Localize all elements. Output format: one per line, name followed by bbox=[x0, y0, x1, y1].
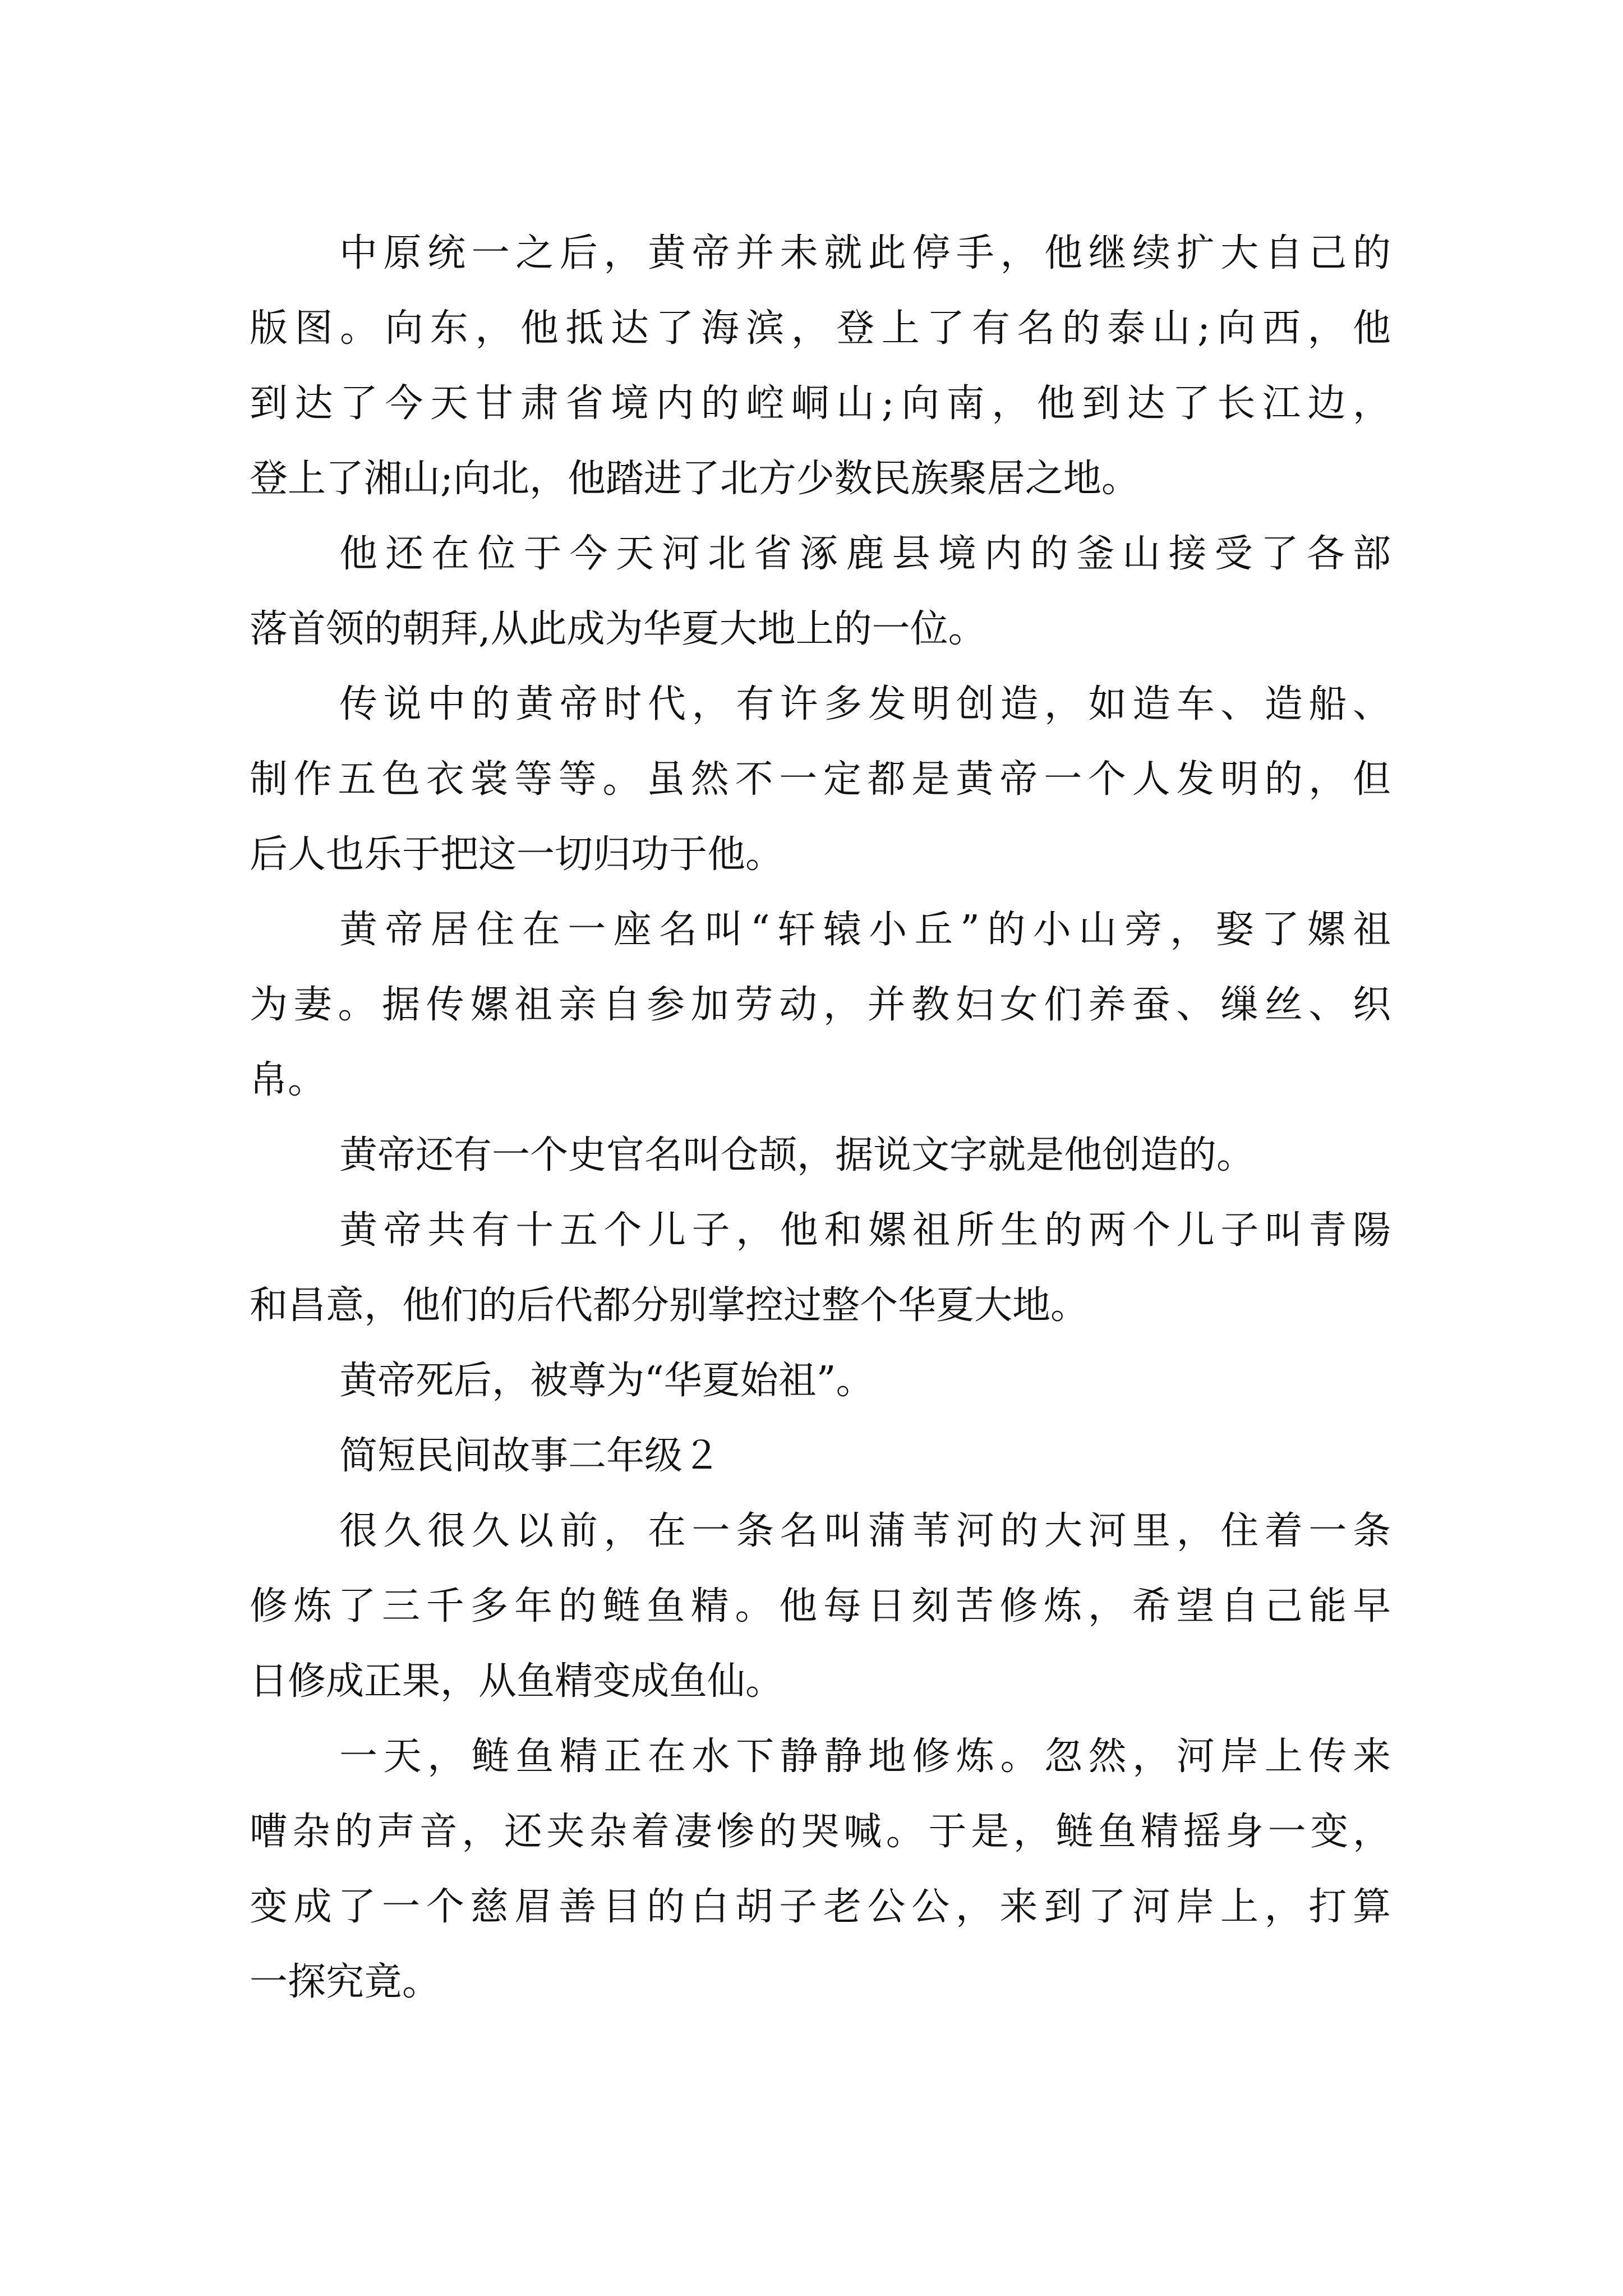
paragraph bbox=[250, 216, 1391, 517]
text-line: 落首领的朝拜,从此成为华夏大地上的一位。 bbox=[250, 607, 986, 651]
text-line: 黄帝死后，被尊为“华夏始祖”。 bbox=[339, 1359, 874, 1403]
text-line: 为妻。据传嫘祖亲自参加劳动，并教妇女们养蚕、缫丝、织 bbox=[250, 983, 1391, 1027]
section-heading bbox=[250, 1419, 1391, 1494]
paragraph bbox=[250, 1719, 1391, 2020]
text-line: 传说中的黄帝时代，有许多发明创造，如造车、造船、 bbox=[339, 682, 1391, 726]
text-line: 黄帝还有一个史官名叫仓颉，据说文字就是他创造的。 bbox=[339, 1133, 1255, 1177]
text-line: 中原统一之后，黄帝并未就此停手，他继续扩大自己的 bbox=[339, 231, 1391, 275]
text-line: 到达了今天甘肃省境内的崆峒山;向南，他到达了长江边， bbox=[250, 381, 1391, 426]
paragraph bbox=[250, 667, 1391, 892]
text-line: 很久很久以前，在一条名叫蒲苇河的大河里，住着一条 bbox=[339, 1509, 1391, 1553]
text-line: 简短民间故事二年级２ bbox=[339, 1434, 721, 1478]
paragraph bbox=[250, 1193, 1391, 1343]
text-line: 变成了一个慈眉善目的白胡子老公公，来到了河岸上，打算 bbox=[250, 1885, 1391, 1929]
text-line: 制作五色衣裳等等。虽然不一定都是黄帝一个人发明的，但 bbox=[250, 757, 1391, 802]
text-line: 版图。向东，他抵达了海滨，登上了有名的泰山;向西，他 bbox=[250, 306, 1391, 351]
text-line: 他还在位于今天河北省涿鹿县境内的釜山接受了各部 bbox=[339, 532, 1391, 576]
text-line: 后人也乐于把这一切归功于他。 bbox=[250, 832, 784, 877]
text-line: 日修成正果，从鱼精变成鱼仙。 bbox=[250, 1659, 784, 1704]
paragraph bbox=[250, 517, 1391, 667]
paragraph bbox=[250, 1494, 1391, 1719]
text-line: 帛。 bbox=[250, 1058, 326, 1102]
text-line: 修炼了三千多年的鲢鱼精。他每日刻苦修炼，希望自己能早 bbox=[250, 1584, 1391, 1628]
text-line: 黄帝居住在一座名叫“轩辕小丘”的小山旁，娶了嫘祖 bbox=[339, 908, 1391, 952]
text-line: 登上了湘山;向北，他踏进了北方少数民族聚居之地。 bbox=[250, 457, 1140, 501]
document-body bbox=[250, 216, 1391, 2020]
paragraph bbox=[250, 892, 1391, 1118]
text-line: 黄帝共有十五个儿子，他和嫘祖所生的两个儿子叫青陽 bbox=[339, 1208, 1391, 1253]
paragraph bbox=[250, 1118, 1391, 1193]
text-line: 和昌意，他们的后代都分别掌控过整个华夏大地。 bbox=[250, 1283, 1089, 1328]
text-line: 一探究竟。 bbox=[250, 1960, 441, 2004]
paragraph bbox=[250, 1343, 1391, 1419]
text-line: 一天，鲢鱼精正在水下静静地修炼。忽然，河岸上传来 bbox=[339, 1734, 1391, 1779]
text-line: 嘈杂的声音，还夹杂着凄惨的哭喊。于是，鲢鱼精摇身一变， bbox=[250, 1810, 1391, 1854]
